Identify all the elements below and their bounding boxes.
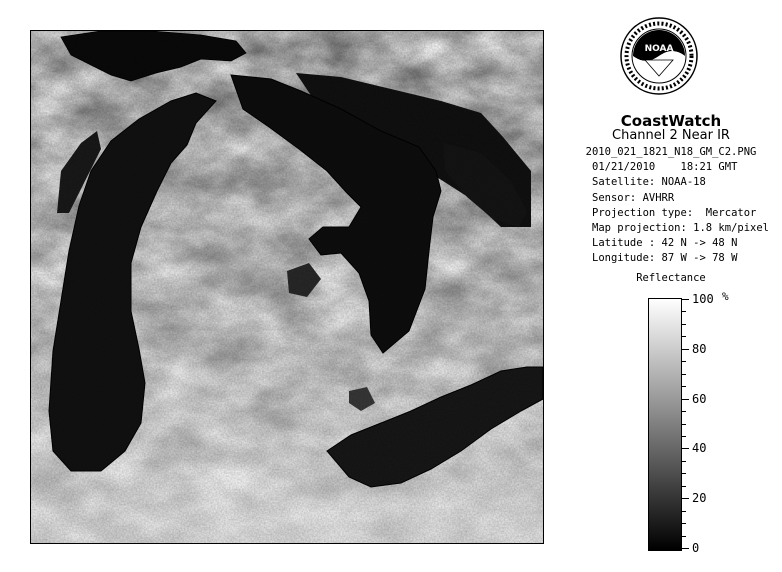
colorbar-tick-label: 60 <box>692 391 707 406</box>
colorbar-tick <box>681 349 689 350</box>
latitude-text: Latitude : 42 N -> 48 N <box>592 237 738 250</box>
channel-label: Channel 2 Near IR <box>612 128 730 143</box>
coastwatch-title: CoastWatch <box>620 112 722 130</box>
great-lakes-map <box>31 31 543 543</box>
colorbar-tick-label: 100 <box>692 292 714 306</box>
colorbar-tick-label: 40 <box>692 441 707 456</box>
colorbar-tick <box>681 411 686 412</box>
colorbar-tick <box>681 361 686 362</box>
image-metadata <box>560 145 782 267</box>
colorbar-tick <box>681 498 689 499</box>
noaa-logo <box>619 16 699 96</box>
colorbar-tick <box>681 486 686 487</box>
datetime-text: 01/21/2010 18:21 GMT <box>592 161 738 174</box>
colorbar-tick-label: 80 <box>692 341 707 356</box>
colorbar-tick <box>681 336 686 337</box>
colorbar-tick <box>681 473 686 474</box>
colorbar-tick <box>681 436 686 437</box>
colorbar-tick <box>681 424 686 425</box>
map-projection-text: Map projection: 1.8 km/pixel <box>592 222 770 235</box>
colorbar-tick <box>681 299 689 300</box>
colorbar-tick <box>681 374 686 375</box>
logo-text: NOAA <box>644 44 674 54</box>
satellite-image <box>30 30 544 544</box>
colorbar-tick <box>681 511 686 512</box>
projection-type-text: Projection type: Mercator <box>592 206 757 219</box>
colorbar-tick <box>681 548 689 549</box>
colorbar-tick <box>681 399 689 400</box>
colorbar-tick <box>681 448 689 449</box>
sensor-text: Sensor: AVHRR <box>592 191 675 204</box>
colorbar-tick-label: 20 <box>692 491 707 506</box>
reflectance-colorbar <box>648 298 682 551</box>
noise-layer <box>31 31 543 543</box>
colorbar-tick <box>681 536 686 537</box>
colorbar-title: Reflectance <box>636 272 706 284</box>
filename-text: 2010_021_1821_N18_GM_C2.PNG <box>585 146 757 158</box>
colorbar-unit: % <box>722 290 729 303</box>
satellite-text: Satellite: NOAA-18 <box>592 176 706 189</box>
colorbar-tick <box>681 386 686 387</box>
longitude-text: Longitude: 87 W -> 78 W <box>592 252 738 265</box>
colorbar-tick <box>681 324 686 325</box>
colorbar-tick <box>681 461 686 462</box>
colorbar-tick-label: 0 <box>692 541 700 555</box>
colorbar-tick <box>681 523 686 524</box>
colorbar-tick <box>681 311 686 312</box>
